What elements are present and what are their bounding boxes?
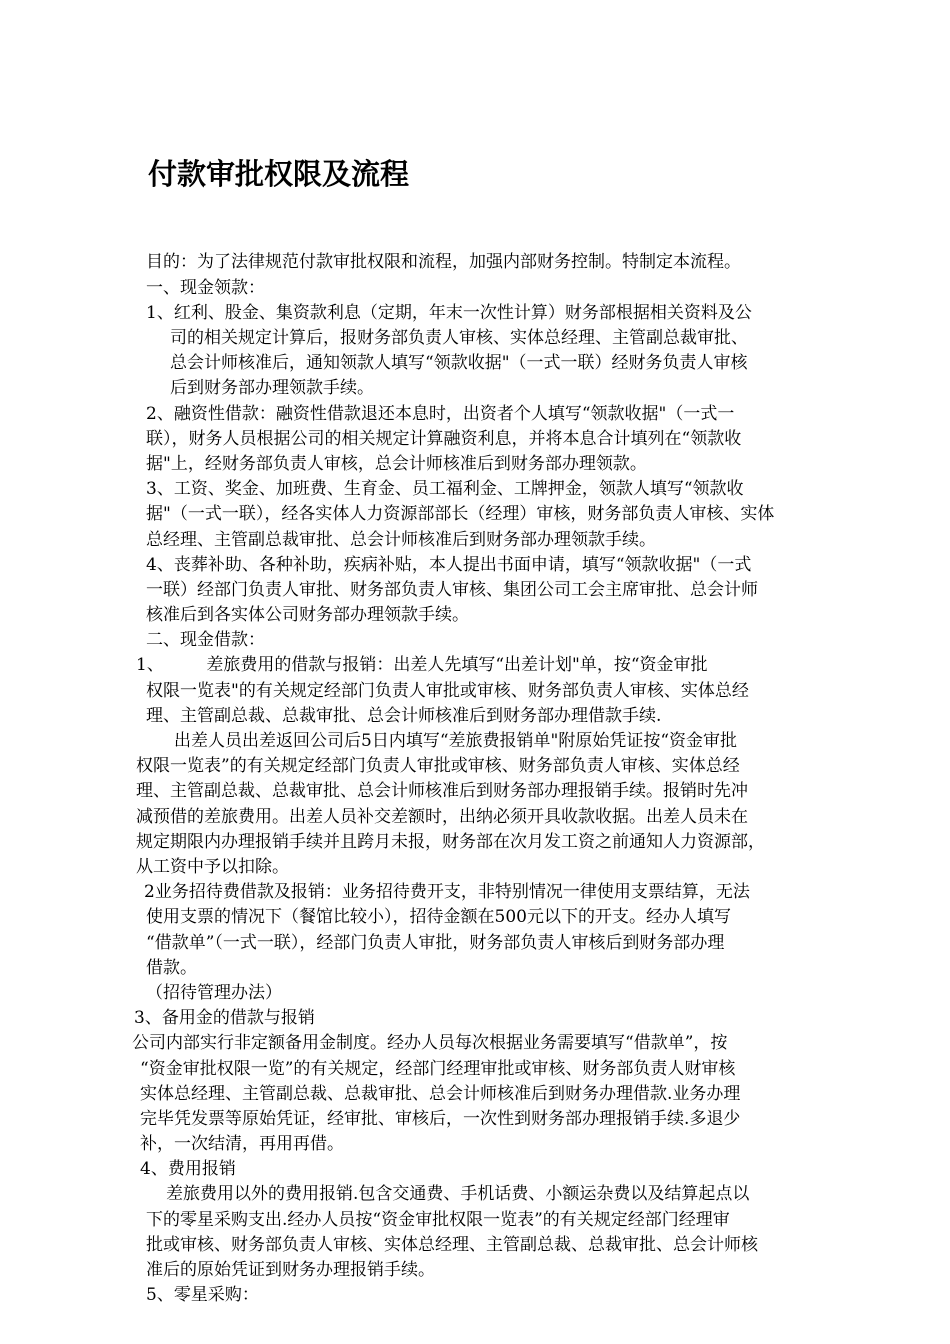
paragraph-line: 完毕凭发票等原始凭证，经审批、审核后，一次性到财务部办理报销手续.多退少 bbox=[140, 1109, 741, 1129]
document-title: 付款审批权限及流程 bbox=[148, 157, 410, 191]
paragraph-line: 权限一览表”的有关规定经部门负责人审批或审核、财务部负责人审核、实体总经 bbox=[136, 756, 740, 776]
paragraph-line: 使用支票的情况下（餐馆比较小），招待金额在500元以下的开支。经办人填写 bbox=[146, 907, 731, 927]
paragraph-line: 补，一次结清，再用再借。 bbox=[140, 1134, 344, 1154]
paragraph-line: 理、主管副总裁、总裁审批、总会计师核准后到财务部办理报销手续。报销时先冲 bbox=[136, 781, 748, 801]
purpose-line: 目的：为了法律规范付款审批权限和流程，加强内部财务控制。特制定本流程。 bbox=[146, 252, 741, 272]
paragraph-line: 2业务招待费借款及报销：业务招待费开支，非特别情况一律使用支票结算，无法 bbox=[144, 882, 750, 902]
paragraph-line: 核准后到各实体公司财务部办理领款手续。 bbox=[146, 605, 469, 625]
paragraph-line: 联），财务人员根据公司的相关规定计算融资利息，并将本息合计填列在“领款收 bbox=[146, 429, 742, 449]
paragraph-line: 公司内部实行非定额备用金制度。经办人员每次根据业务需要填写“借款单”，按 bbox=[132, 1033, 728, 1053]
paragraph-line: 出差人员出差返回公司后5日内填写“差旅费报销单"附原始凭证按“资金审批 bbox=[174, 731, 738, 751]
paragraph-line: 1、 差旅费用的借款与报销：出差人先填写“出差计划"单，按“资金审批 bbox=[136, 655, 708, 675]
paragraph-line: “借款单”（一式一联），经部门负责人审批，财务部负责人审核后到财务部办理 bbox=[146, 933, 725, 953]
paragraph-line: “资金审批权限一览”的有关规定，经部门经理审批或审核、财务部负责人财审核 bbox=[140, 1059, 736, 1079]
paragraph-line: 差旅费用以外的费用报销.包含交通费、手机话费、小额运杂费以及结算起点以 bbox=[166, 1184, 750, 1204]
paragraph-line: 理、主管副总裁、总裁审批、总会计师核准后到财务部办理借款手续. bbox=[146, 706, 662, 726]
section-heading: 一、现金领款： bbox=[146, 278, 265, 298]
paragraph-line: 实体总经理、主管副总裁、总裁审批、总会计师核准后到财务办理借款.业务办理 bbox=[140, 1084, 741, 1104]
paragraph-line: 借款。 bbox=[146, 958, 197, 978]
section-heading: 4、费用报销 bbox=[140, 1159, 236, 1179]
paragraph-line: 权限一览表"的有关规定经部门负责人审批或审核、财务部负责人审核、实体总经 bbox=[146, 681, 749, 701]
paragraph-line: 1、红利、股金、集资款利息（定期，年末一次性计算）财务部根据相关资料及公 bbox=[146, 303, 752, 323]
paragraph-line: 4、丧葬补助、各种补助，疾病补贴，本人提出书面申请，填写“领款收据"（一式 bbox=[146, 555, 752, 575]
paragraph-line: 下的零星采购支出.经办人员按“资金审批权限一览表”的有关规定经部门经理审 bbox=[146, 1210, 730, 1230]
paragraph-line: （招待管理办法） bbox=[146, 983, 282, 1003]
section-heading: 5、零星采购： bbox=[146, 1285, 259, 1305]
section-heading: 3、备用金的借款与报销 bbox=[134, 1008, 315, 1028]
paragraph-line: 减预借的差旅费用。出差人员补交差额时，出纳必须开具收款收据。出差人员未在 bbox=[136, 807, 748, 827]
paragraph-line: 据"上，经财务部负责人审核，总会计师核准后到财务部办理领款。 bbox=[146, 454, 647, 474]
section-heading: 二、现金借款： bbox=[146, 630, 265, 650]
paragraph-line: 据"（一式一联），经各实体人力资源部部长（经理）审核，财务部负责人审核、实体 bbox=[146, 504, 775, 524]
paragraph-line: 总会计师核准后，通知领款人填写“领款收据"（一式一联）经财务负责人审核 bbox=[170, 353, 748, 373]
paragraph-line: 批或审核、财务部负责人审核、实体总经理、主管副总裁、总裁审批、总会计师核 bbox=[146, 1235, 758, 1255]
paragraph-line: 一联）经部门负责人审批、财务部负责人审核、集团公司工会主席审批、总会计师 bbox=[146, 580, 758, 600]
paragraph-line: 2、融资性借款：融资性借款退还本息时，出资者个人填写“领款收据"（一式一 bbox=[146, 404, 735, 424]
paragraph-line: 规定期限内办理报销手续并且跨月未报，财务部在次月发工资之前通知人力资源部， bbox=[136, 832, 765, 852]
paragraph-line: 3、工资、奖金、加班费、生育金、员工福利金、工牌押金，领款人填写“领款收 bbox=[146, 479, 744, 499]
paragraph-line: 从工资中予以扣除。 bbox=[136, 857, 289, 877]
paragraph-line: 后到财务部办理领款手续。 bbox=[170, 378, 374, 398]
paragraph-line: 总经理、主管副总裁审批、总会计师核准后到财务部办理领款手续。 bbox=[146, 530, 656, 550]
paragraph-line: 司的相关规定计算后，报财务部负责人审核、实体总经理、主管副总裁审批、 bbox=[170, 328, 748, 348]
paragraph-line: 准后的原始凭证到财务办理报销手续。 bbox=[146, 1260, 435, 1280]
